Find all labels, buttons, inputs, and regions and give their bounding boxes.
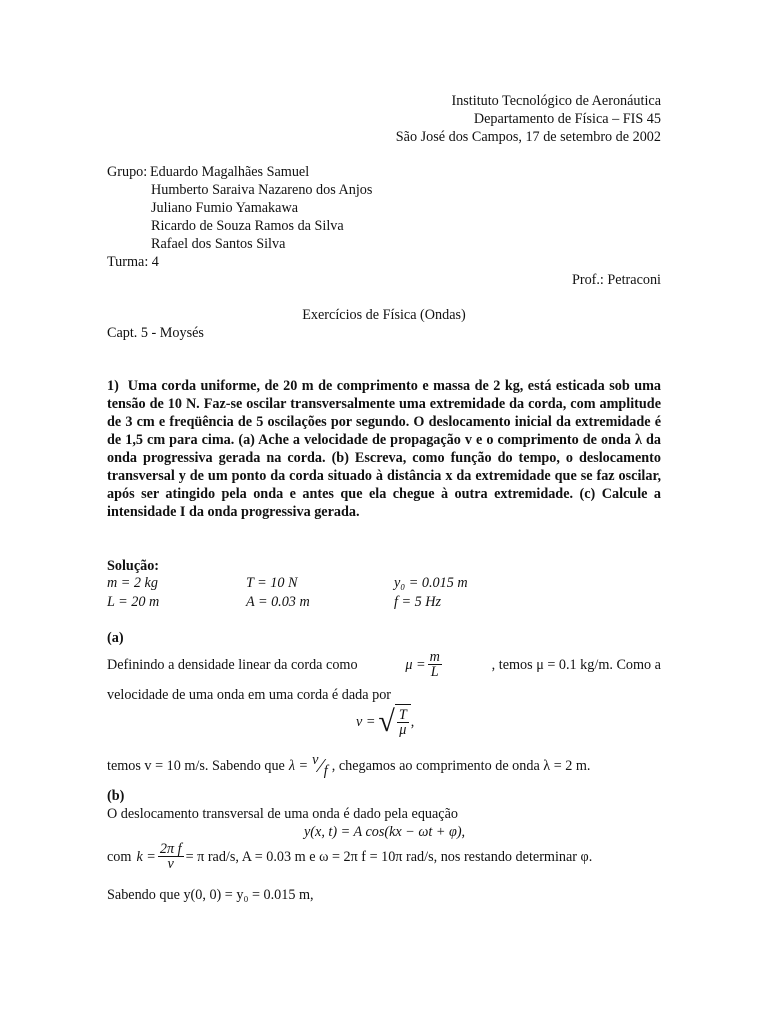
document-title: Exercícios de Física (Ondas) — [302, 307, 466, 323]
department-name: Departamento de Física – FIS 45 — [473, 111, 661, 127]
given-value: L = 20 m — [107, 594, 160, 610]
place-date: São José dos Campos, 17 de setembro de 2002 — [395, 129, 661, 145]
radicand — [395, 704, 411, 740]
problem-number: 1) — [107, 378, 119, 394]
fraction — [397, 708, 409, 737]
slash-denominator: f — [323, 763, 328, 779]
part-b-line-3: Sabendo que y(0, 0) = y₀ = 0.015 m, — [107, 887, 314, 903]
wavelength-formula — [288, 752, 328, 779]
institution-name: Instituto Tecnológico de Aeronáutica — [451, 93, 661, 109]
group-member: Ricardo de Souza Ramos da Silva — [151, 218, 344, 234]
part-a-text: , temos μ = 0.1 kg/m. Como a — [491, 656, 661, 673]
fraction-denominator: μ — [399, 722, 407, 738]
part-a-text: temos v = 10 m/s. Sabendo que — [107, 758, 285, 774]
group-member: Rafael dos Santos Silva — [151, 236, 286, 252]
fraction-numerator: 2π f — [159, 841, 182, 857]
part-a-text: Definindo a densidade linear da corda como — [107, 656, 358, 673]
fraction-numerator: T — [398, 707, 407, 723]
given-value: y₀ = 0.015 m — [394, 575, 468, 591]
fraction — [428, 650, 442, 679]
square-root — [378, 704, 410, 740]
fraction — [158, 842, 184, 871]
professor-name: Prof.: Petraconi — [571, 272, 661, 288]
chapter-reference: Capt. 5 - Moysés — [107, 325, 204, 341]
fraction-denominator: L — [430, 664, 439, 680]
wave-number-formula — [136, 842, 185, 871]
problem-statement — [107, 377, 661, 521]
given-value: A = 0.03 m — [246, 594, 310, 610]
group-member: Juliano Fumio Yamakawa — [151, 200, 298, 216]
formula-lhs: λ = — [288, 758, 309, 774]
part-a-label: (a) — [107, 630, 124, 646]
group-member: Humberto Saraiva Nazareno dos Anjos — [151, 182, 373, 198]
formula-tail: , — [410, 714, 415, 730]
part-a-line-2: velocidade de uma onda em uma corda é dada por — [107, 687, 392, 703]
group-member: Eduardo Magalhães Samuel — [150, 164, 310, 180]
class-number: Turma: 4 — [107, 254, 159, 270]
part-b-line-2 — [107, 842, 592, 871]
linear-density-formula — [405, 650, 444, 679]
solution-heading: Solução: — [107, 558, 160, 574]
wave-equation: y(x, t) = A cos(kx − ωt + φ), — [304, 824, 466, 840]
part-b-text: com — [107, 848, 132, 865]
formula-lhs: μ = — [405, 656, 426, 673]
fraction-numerator: m — [429, 649, 440, 665]
formula-lhs: k = — [136, 848, 156, 865]
slash-numerator: v — [312, 752, 319, 768]
given-value: m = 2 kg — [107, 575, 158, 591]
formula-lhs: v = — [356, 714, 376, 730]
wave-speed-formula — [356, 704, 414, 740]
part-b-text: = π rad/s, A = 0.03 m e ω = 2π f = 10π rad/s, nos restando determinar φ. — [185, 848, 593, 865]
part-b-label: (b) — [107, 788, 125, 804]
part-a-text: , chegamos ao comprimento de onda λ = 2 m. — [331, 758, 591, 774]
part-a-line-3 — [107, 752, 591, 779]
group-label: Grupo: — [107, 164, 148, 180]
fraction-denominator: v — [167, 856, 174, 872]
slash-divider: ⁄ — [319, 755, 323, 777]
radical-sign: √ — [378, 705, 395, 738]
given-value: T = 10 N — [246, 575, 298, 591]
given-value: f = 5 Hz — [394, 594, 442, 610]
part-b-line-1: O deslocamento transversal de uma onda é dado pela equação — [107, 806, 458, 822]
problem-text: Uma corda uniforme, de 20 m de comprimento e massa de 2 kg, está esticada sob uma tensão de 10 N. Faz-se oscilar transversalmente uma extremidade da corda, com amplitude de 3 cm e freqüência de 5 oscilações por segundo. O deslocamento inicial da extremidade é de 1,5 cm para cima. (a) Ache a velocidade de propagação v e o comprimento de onda λ da onda progressiva gerada na corda. (b) Escreva, como função do tempo, o deslocamento transversal y de um ponto da corda situado à distância x da extremidade que se faz oscilar, após ser atingido pela onda e antes que ela chegue à outra extremidade. (c) Calcule a intensidade I da onda progressiva gerada. — [107, 378, 662, 520]
part-a-line-1 — [107, 650, 661, 679]
